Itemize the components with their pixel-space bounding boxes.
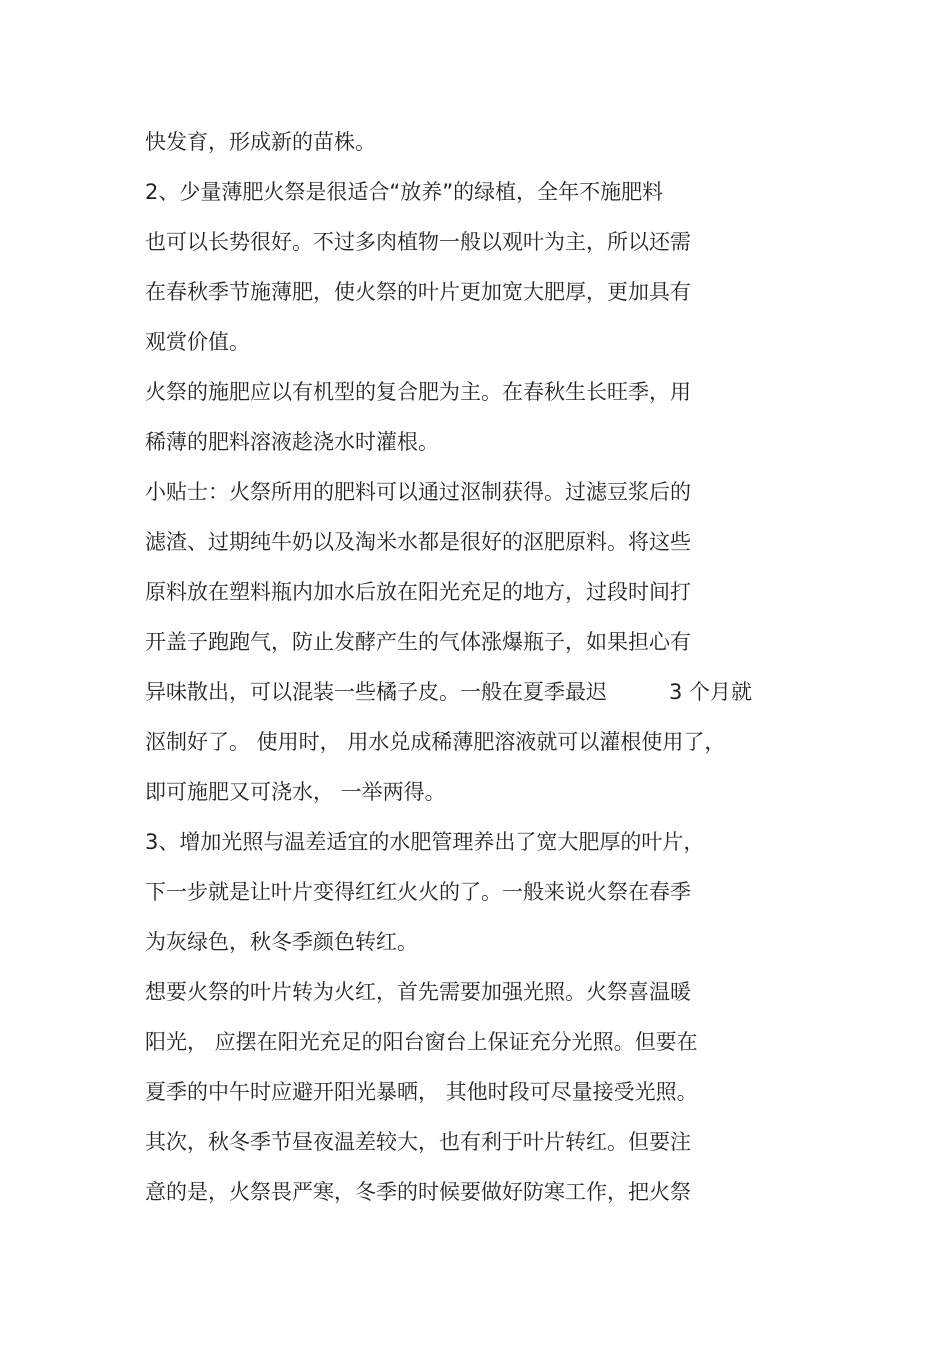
- text-line-16: 下一步就是让叶片变得红红火火的了。一般来说火祭在春季: [145, 880, 691, 904]
- text-line-13: 沤制好了。 使用时， 用水兑成稀薄肥溶液就可以灌根使用了，: [145, 730, 726, 754]
- text-line-15: 3、增加光照与温差适宜的水肥管理养出了宽大肥厚的叶片，: [145, 830, 705, 854]
- text-line-20: 夏季的中午时应避开阳光暴晒， 其他时段可尽量接受光照。: [145, 1080, 698, 1104]
- text-line-11: 开盖子跑跑气，防止发酵产生的气体涨爆瓶子，如果担心有: [145, 630, 691, 654]
- text-line-22: 意的是，火祭畏严寒，冬季的时候要做好防寒工作，把火祭: [145, 1180, 691, 1204]
- text-line-2: 2、少量薄肥火祭是很适合“放养”的绿植，全年不施肥料: [145, 180, 664, 204]
- text-line-1: 快发育，形成新的苗株。: [145, 130, 376, 154]
- text-line-6: 火祭的施肥应以有机型的复合肥为主。在春秋生长旺季，用: [145, 380, 691, 404]
- text-line-9: 滤渣、过期纯牛奶以及淘米水都是很好的沤肥原料。将这些: [145, 530, 691, 554]
- text-line-12: [145, 677, 752, 707]
- text-line-17: 为灰绿色，秋冬季颜色转红。: [145, 930, 418, 954]
- text-line-3: 也可以长势很好。不过多肉植物一般以观叶为主，所以还需: [145, 230, 691, 254]
- text-line-5: 观赏价值。: [145, 330, 250, 354]
- text-line-10: 原料放在塑料瓶内加水后放在阳光充足的地方，过段时间打: [145, 580, 691, 604]
- text-line-19: 阳光， 应摆在阳光充足的阳台窗台上保证充分光照。但要在: [145, 1030, 698, 1054]
- text-line-18: 想要火祭的叶片转为火红，首先需要加强光照。火祭喜温暖: [145, 980, 691, 1004]
- text-line-14: 即可施肥又可浇水， 一举两得。: [145, 780, 446, 804]
- text-line-12-main: 异味散出，可以混装一些橘子皮。一般在夏季最迟: [145, 680, 607, 704]
- text-line-8: 小贴士：火祭所用的肥料可以通过沤制获得。过滤豆浆后的: [145, 480, 691, 504]
- text-line-4: 在春秋季节施薄肥，使火祭的叶片更加宽大肥厚，更加具有: [145, 280, 691, 304]
- text-line-7: 稀薄的肥料溶液趁浇水时灌根。: [145, 430, 439, 454]
- text-line-12-tail: 3 个月就: [669, 680, 753, 704]
- text-line-21: 其次，秋冬季节昼夜温差较大，也有利于叶片转红。但要注: [145, 1130, 691, 1154]
